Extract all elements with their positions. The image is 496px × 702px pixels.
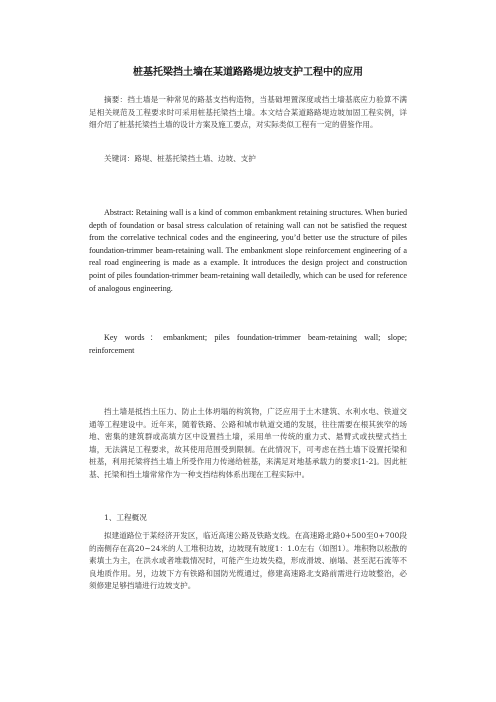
- abstract-cn: 摘要：挡土墙是一种常见的路基支挡构造物，当基础埋置深度或挡土墙基底应力验算不满足相关规范及工程要求时可采用桩基托梁挡土墙。本文结合某道路路堤边坡加固工程实例，详细介绍了桩基托梁挡土墙的设计方案及施工要点，对实际类似工程有一定的借鉴作用。: [89, 95, 407, 130]
- paper-title: 桩基托梁挡土墙在某道路路堤边坡支护工程中的应用: [133, 67, 363, 78]
- section-1-body: 拟建道路位于某经济开发区，临近高速公路及铁路支线。在高速路北路0+500至0+700段的南侧存在高20~24米的人工堆积边坡，边坡现有坡度1：1.0左右（如图1）。堆积物以松散的素填土为主，在洪水或者堆载情况时，可能产生边坡失稳，形成滑坡、崩塌、甚至泥石流等不良地质作用。另，边坡下方有铁路和国防光缆通过，修建高速路北支路前需进行边坡整治，必须修建足够挡墙进行边坡支护。: [89, 531, 407, 591]
- section-1-heading: 1、工程概况: [104, 513, 147, 522]
- keywords-cn: 关键词：路堤、桩基托梁挡土墙、边坡、支护: [104, 154, 256, 163]
- abstract-en: Abstract: Retaining wall is a kind of common embankment retaining structures. When buried depth of foundation or basal stress calculation of retaining wall can not be satisfied the request from the correlative technical codes and the engineering, you’d better use the structure of piles foundation-trimmer beam-retaining wall. The embankment slope reinforcement engineering of a real road engineering is made as a example. It introduces the design project and construction point of piles foundation-trimmer beam-retaining wall detailedly, which can be used for reference of analogous engineering.: [89, 208, 407, 293]
- keywords-en: Key words：embankment; piles foundation-trimmer beam-retaining wall; slope; reinforcement: [89, 333, 407, 355]
- intro-paragraph: 挡土墙是抵挡土压力、防止土体坍塌的构筑物，广泛应用于土木建筑、水利水电、铁道交通等工程建设中。近年来，随着铁路、公路和城市轨道交通的发展，往往需要在根其狭窄的场地、密集的建筑群或高填方区中设置挡土墙，采用单一传统的重力式、悬臂式或扶壁式挡土墙，无法满足工程要求，故其使用范围受到限制。在此情况下，可考虑在挡土墙下设置托梁和桩基，利用托梁将挡土墙上所受作用力传递给桩基，来满足对地基承载力的要求[1-2]。因此桩基、托梁和挡土墙常常作为一种支挡结构体系出现在工程实际中。: [89, 407, 407, 479]
